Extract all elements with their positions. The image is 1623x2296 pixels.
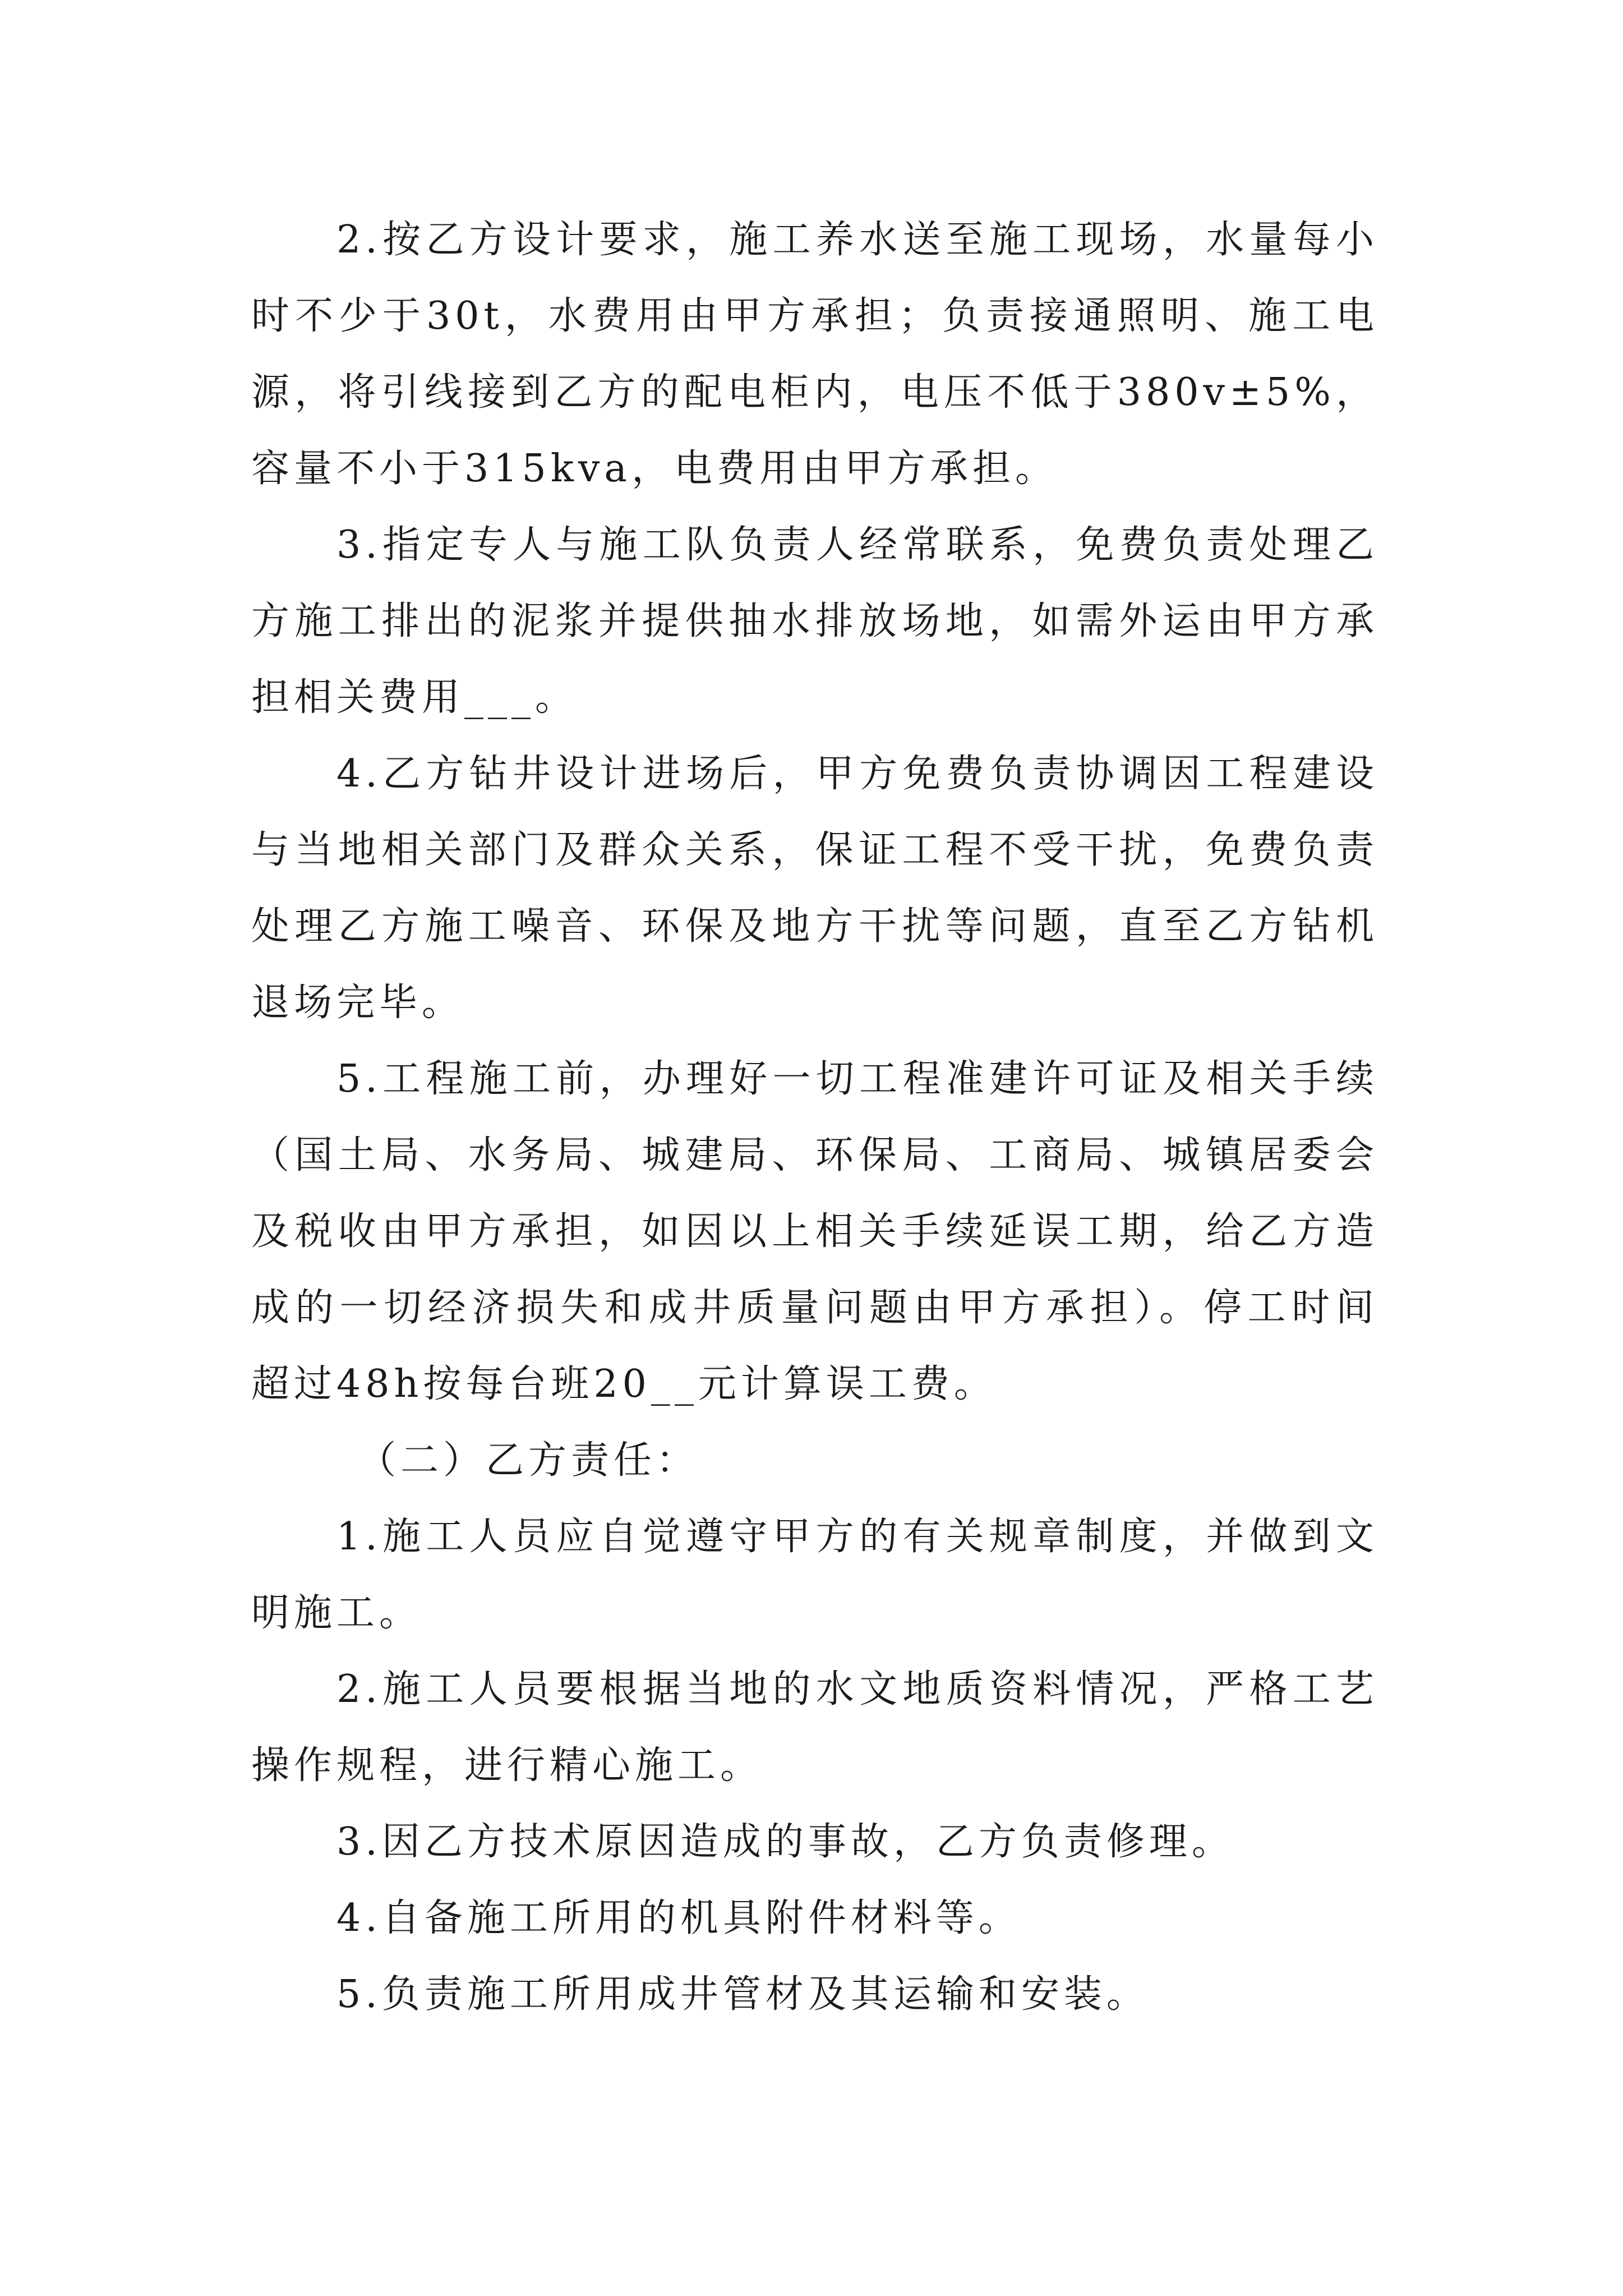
paragraph-party-a-item-4: 4.乙方钻井设计进场后，甲方免费负责协调因工程建设与当地相关部门及群众关系，保证工程不受干扰，免费负责处理乙方施工噪音、环保及地方干扰等问题，直至乙方钻机退场完毕。: [251, 752, 1378, 1025]
paragraph-party-b-item-2: 2.施工人员要根据当地的水文地质资料情况，严格工艺操作规程，进行精心施工。: [251, 1667, 1378, 1788]
paragraph-party-a-item-5: 5.工程施工前，办理好一切工程准建许可证及相关手续（国土局、水务局、城建局、环保局、工商局、城镇居委会及税收由甲方承担，如因以上相关手续延误工期，给乙方造成的一切经济损失和成井质量问题由甲方承担）。停工时间超过48h按每台班20__元计算误工费。: [251, 1057, 1378, 1406]
paragraph-party-b-item-4: 4.自备施工所用的机具附件材料等。: [336, 1896, 1021, 1940]
paragraph-party-a-item-3: 3.指定专人与施工队负责人经常联系，免费负责处理乙方施工排出的泥浆并提供抽水排放场地，如需外运由甲方承担相关费用___。: [251, 523, 1378, 720]
paragraph-party-b-item-5: 5.负责施工所用成井管材及其运输和安装。: [336, 1972, 1149, 2017]
section-heading-party-b: （二）乙方责任：: [358, 1438, 699, 1483]
document-body: [251, 202, 1378, 2033]
paragraph-party-a-item-2: 2.按乙方设计要求，施工养水送至施工现场，水量每小时不少于30t，水费用由甲方承担；负责接通照明、施工电源，将引线接到乙方的配电柜内，电压不低于380v±5%，容量不小于315kva，电费用由甲方承担。: [251, 218, 1378, 491]
paragraph-party-b-item-3: 3.因乙方技术原因造成的事故，乙方负责修理。: [336, 1820, 1234, 1864]
paragraph-party-b-item-1: 1.施工人员应自觉遵守甲方的有关规章制度，并做到文明施工。: [251, 1515, 1378, 1635]
